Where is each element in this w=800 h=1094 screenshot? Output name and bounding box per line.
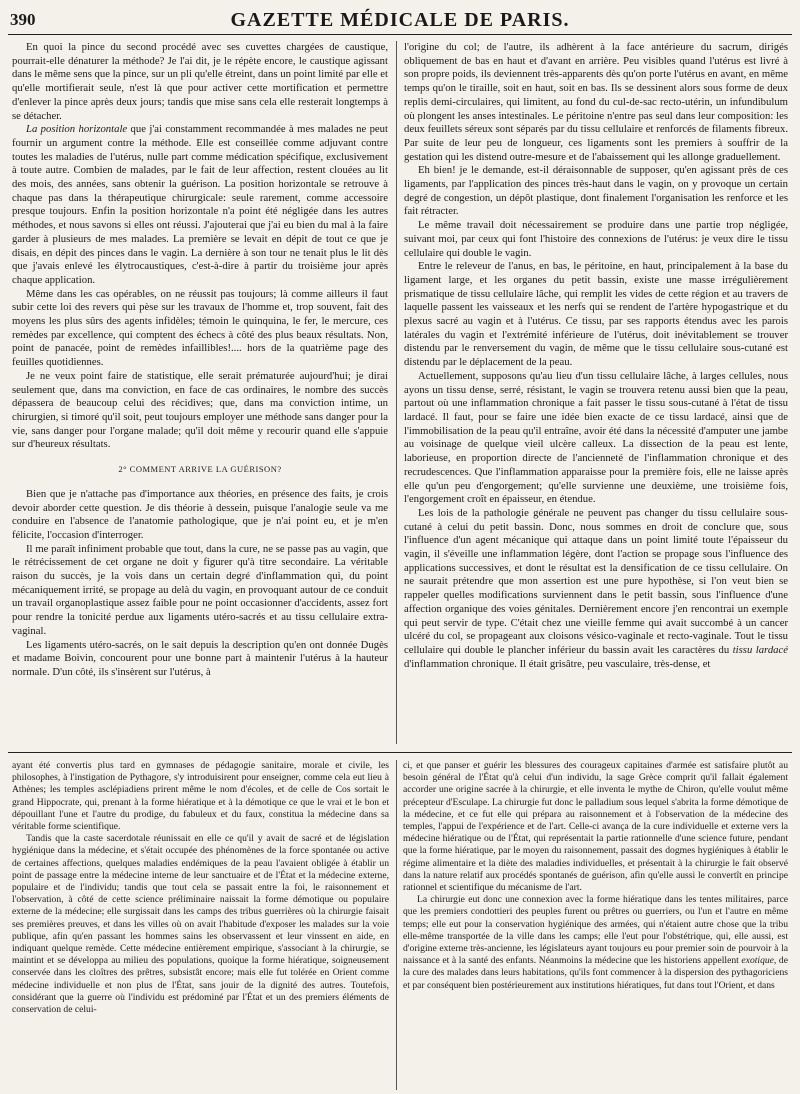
column-divider [396,760,397,1090]
upper-left-column [12,41,388,744]
paragraph: Je ne veux point faire de statistique, elle serait prématurée aujourd'hui; je dirai seulement que, dans ma conviction, en face de cas ordinaires, le nombre des succès dépassera de beaucoup celui des récidives; que, dans ma conviction intime, un chirurgien, si timoré qu'il soit, peut toujours employer une méthode sans danger pour la vie, sans danger pour l'organe malade; qu'il doit même y recourir quand elle s'appuie sur d'heureux résultats. [12,369,388,451]
paragraph: En quoi la pince du second procédé avec ses cuvettes chargées de caustique, pourrait-elle dénaturer la méthode? Je l'ai dit, je le répète encore, le caustique agissant dans le même sens que la pince, sur un pli qu'elle étreint, dans un point limité par elle et qu'elle mortifierait seule, n'est là que pour activer cette mortification et permettre d'enlever la pince après deux jours; tandis que mise sans cela elle resterait longtemps à se détacher. [12,41,388,122]
italic-phrase: exotique [741,955,774,967]
paragraph [403,894,788,992]
lower-left-column [12,760,389,1090]
paragraph: Le même travail doit nécessairement se produire dans une partie trop négligée, suivant moi, par ceux qui font l'histoire des connexions de l'utérus: je veux dire le tissu cellulaire qui double le vagin. [404,219,788,259]
italic-phrase: La position horizontale [26,123,128,136]
section-heading: 2° COMMENT ARRIVE LA GUÉRISON? [118,464,282,475]
journal-title: GAZETTE MÉDICALE DE PARIS. [230,9,570,31]
paragraph-text: La chirurgie eut donc une connexion avec la forme hiératique dans les tentes militaires, parce que les premiers condottieri des peuples furent ou prêtres ou guerriers, ou l'un et l'autre en même temps; elle eut pour la conservation hygiénique des armées, qui n'étaient autre chose que la tribu elle-même transportée de la ville dans les camps; elle l'eut pour l'obstétrique, qui, elle aussi, est d'origine externe très-ancienne, les législateurs ayant toujours eu pour premier soin de pourvoir à la naissance et à la santé des enfants. Néanmoins la médecine que les historiens appellent [403,894,788,967]
paragraph-text: que j'ai constamment recommandée à mes malades ne peut fournir un argument contre la méthode. Elle est conseillée comme adjuvant contre toutes les maladies de l'utérus, nulle part comme médication spécifique, exclusivement à toute autre. Combien de malades, par le fait de leur affection, restent clouées au lit des mois, des années, sans obtenir la guérison. La position horizontale se retrouve à chaque pas dans la thérapeutique chirurgicale: seule rarement, comme accessoire presque toujours. Enfin la position horizontale n'a point été négligée dans les autres méthodes, et nous savons si elles ont réussi. J'ajouterai que j'ai eu bien du mal à la faire garder à plusieurs de mes malades. La première se levait en dépit de tout ce que je disais, en dépit des pinces dans le vagin. La dernière à son tour ne tenait plus le lit dès que j'avais enlevé les élytrocaustiques, c'est-à-dire à partir du troisième jour après chaque application. [12,123,388,286]
paragraph: Il me paraît infiniment probable que tout, dans la cure, ne se passe pas au vagin, que le rétrécissement de cet organe ne doit y figurer qu'à titre secondaire. La véritable raison du succès, je la vois dans un certain degré d'inflammation qui, du point mécaniquement irrité, se propage au delà du vagin, en provoquant autour de ce conduit un travail organoplastique assez faible pour ne point occasionner d'accidents, assez fort pour rendre la tonicité perdue aux ligaments utéro-sacrés et au tissu cellulaire extra-vaginal. [12,542,388,637]
paragraph-text: Les lois de la pathologie générale ne peuvent pas changer du tissu cellulaire sous-cutané à celui du petit bassin. Donc, nous sommes en droit de conclure que, sous l'influence d'un agent mécanique qui attaque dans un point limité toute l'épaisseur du vagin, il s'éveille une inflammation légère, dont l'action se propage sous l'influence des applications successives, et dont le résultat est la densification de ce tissu cellulaire. On ne saurait prétendre que mon assertion est une pure hypothèse, si l'on veut bien se rappeler quelles modifications surviennent dans le petit bassin, sous l'influence d'une affection organique des voies génitales. Dernièrement encore j'en rencontrai un exemple qui peut servir de type. C'était chez une vieille femme qui avait succombé à un cancer ulcéré du col, se propageant aux cloisons vésico-vaginale et recto-vaginale. Tout le tissu cellulaire qui double le plancher inférieur du bassin avait les caractères du [404,506,788,656]
column-divider [396,41,397,744]
upper-right-column [404,41,788,744]
paragraph: Entre le releveur de l'anus, en bas, le péritoine, en haut, principalement à la base du ligament large, et les organes du petit bassin, existe une masse irrégulièrement prismatique de tissu cellulaire lâche, qui remplit les vides de cette région et au travers de laquelle passent les vaisseaux et les nerfs qui se rendent de l'artère hypogastrique et du plexus sacré au vagin et à l'utérus. Ce tissu, par ses rapports étendus avec les parois latérales du vagin et l'extrémité inférieure de l'utérus, doit inévitablement se trouver distendu par le renversement du vagin, de même que le tissu cellulaire sous-cutané est distendu par le déplacement de la peau. [404,260,788,369]
paragraph-text: d'inflammation chronique. Il était grisâtre, peu vasculaire, très-dense, et [404,657,711,670]
paragraph: Eh bien! je le demande, est-il déraisonnable de supposer, qu'en agissant près de ces ligaments, par l'application des pinces très-haut dans le vagin, on y provoque un certain degré de congestion, un dépôt plastique, dont finalement l'organisation les renforce et les fait rétracter. [404,164,788,218]
lower-right-column [403,760,788,1090]
section-separator-rule [8,752,792,753]
page-header [0,8,800,34]
paragraph: Bien que je n'attache pas d'importance aux théories, en présence des faits, je crois devoir aborder cette question. Je dis théorie à dessein, puisque l'analogie seule va me conduire en l'absence de l'anatomie pathologique, que je n'ai point eu, et je m'en félicite, l'occasion d'interroger. [12,487,388,541]
paragraph-text: , de la cure des malades dans leurs habitations, qu'ils font commencer à la dispersion des pythagoriciens et par conséquent bien postérieurement aux institutions hiératiques, fut dans tout l'Orient, et dans [403,955,788,991]
paragraph: l'origine du col; de l'autre, ils adhèrent à la face antérieure du sacrum, dirigés obliquement de bas en haut et d'avant en arrière. Peu visibles quand l'utérus est livré à son propre poids, ils deviennent très-apparents dès qu'on porte l'utérus en avant, en même temps qu'on le tiraille, soit en haut, soit en bas. Ils se dessinent alors sous forme de deux replis demi-circulaires, qui limitent, au fond du cul-de-sac recto-utérin, un infundibulum où plongent les anses intestinales. Le péritoine n'entre pas seul dans leur composition: les deux feuillets séreux sont séparés par du tissu cellulaire et renforcés de filaments fibreux. Par suite de leur peu de longueur, ces ligaments sont les premiers à souffrir de la gestation qui les distend outre-mesure et de l'abaissement qui les allonge graduellement. [404,41,788,163]
paragraph: Actuellement, supposons qu'au lieu d'un tissu cellulaire lâche, à larges cellules, nous ayons un tissu dense, serré, résistant, le vagin se trouvera retenu aussi bien que la peau, partout où une inflammation chronique a fait passer le tissu sous-cutané à l'état de tissu lardacé. Il faut, pour se faire une idée bien exacte de ce tissu lardacé, ainsi que de l'immobilisation de la peau qu'il entraîne, avoir été dans la nécessité d'amputer une jambe au voisinage de quelque vieil ulcère calleux. La dissection de la peau est lente, laborieuse, en proportion directe de l'ancienneté de l'inflammation chronique et des recrudescences. Que l'inflammation apparaisse pour la première fois, elle ne laisse après elle qu'un peu d'engorgement; qu'elle survienne une deuxième, une troisième fois, l'engorgement croît en épaisseur, en étendue. [404,369,788,506]
paragraph [12,123,388,287]
paragraph [404,507,788,671]
header-rule [8,34,792,35]
paragraph: ayant été convertis plus tard en gymnases de pédagogie sanitaire, morale et civile, les philosophes, à l'instigation de Pythagore, s'y introduisirent pour enseigner, comme cela eut lieu à Athènes; les temples asclépiadiens prirent même le nom d'écoles, et de celle de Cos sortait le grand Hippocrate, qui, prenant à la forme hiératique et à la démotique ce que le vrai et le bon et dépouillant l'une et l'autre du prodige, du fabuleux et du faux, constitua la médecine dans sa véritable forme scientifique. [12,760,389,833]
paragraph: Même dans les cas opérables, on ne réussit pas toujours; là comme ailleurs il faut subir cette loi des revers qui pèse sur les travaux de l'homme et, trop souvent, fait des moyens les plus sûrs des agents infidèles; témoin le quinquina, le fer, le mercure, ces remèdes par excellence, qui comptent des échecs à côté des plus beaux résultats. Non, point de panacée, point de remèdes infaillibles!.... hors de la quatrième page des feuilles quotidiennes. [12,287,388,369]
paragraph: Les ligaments utéro-sacrés, on le sait depuis la description qu'en ont donnée Dugès et madame Boivin, concourent pour une bonne part à maintenir l'utérus à la hauteur normale. D'un côté, ils s'insèrent sur l'utérus, à [12,638,388,678]
page-number: 390 [10,10,36,29]
paragraph: Tandis que la caste sacerdotale réunissait en elle ce qu'il y avait de sacré et de législation hygiénique dans la médecine, et s'était occupée des phénomènes de la force spontanée ou active de certaines affections, quelques maladies endémiques de la peau l'avaient obligée à établir un point de passage entre la médecine interne de leur sanctuaire et de l'État et la médecine externe, populaire et de l'individu; tandis que tout cela se passait entre la foi, le raisonnement et l'observation, à côté de cette science préliminaire naissait la forme démotique ou populaire externe de la médecine; elle surgissait dans les camps des tribus guerrières où la chirurgie faisait ses premières preuves, et dans les villes où on avait l'habitude d'exposer les malades sur la voie publique, afin qu'en passant les hommes sains les observassent et leur vinssent en aide, en indiquant quelque remède. Cette médecine entièrement empirique, s'associant à la chirurgie, se maintint et se développa au milieu des populations, quoique la forme hiératique, soigneusement conservée dans les cloîtres des prêtres, subsistât encore; mais elle fut tolérée en Orient comme médecine individuelle et non plus de l'État, sans jouir de la dignité des autres. Toutefois, considérant que la guerre où l'individu est prédominé par l'État et un des premiers éléments de conservation de celui- [12,833,389,1016]
italic-phrase: tissu lardacé [732,643,788,656]
paragraph: ci, et que panser et guérir les blessures des courageux capitaines d'armée est satisfaire plutôt au besoin général de l'État qu'à celui d'un individu, la sage Grèce comprit qu'il fallait également accorder une origine sacrée à la chirurgie, et elle inventa le mythe de Chiron, qu'elle voulut même précepteur d'Esculape. La chirurgie fut donc le palladium sous lequel s'abrita la forme démotique de la médecine, et ce fut elle qui prépara au raisonnement et à l'observation de la médecine des temples, l'appui de l'expérience et de l'art. Celle-ci avança de la cure individuelle et externe vers la médecine hiératique ou de l'État, qui représentait la partie rationnelle d'une science future, pendant que la forme hiératique, par le moyen du raisonnement, passait des dogmes hygiéniques à établir le régime alimentaire et la diète des maladies individuelles, et présentait à la chirurgie le fait observé dans la nature relatif aux procédés spontanés de guérison, afin qu'elle aussi le convertît en principe rationnel et scientifique du mécanisme de l'art. [403,760,788,894]
